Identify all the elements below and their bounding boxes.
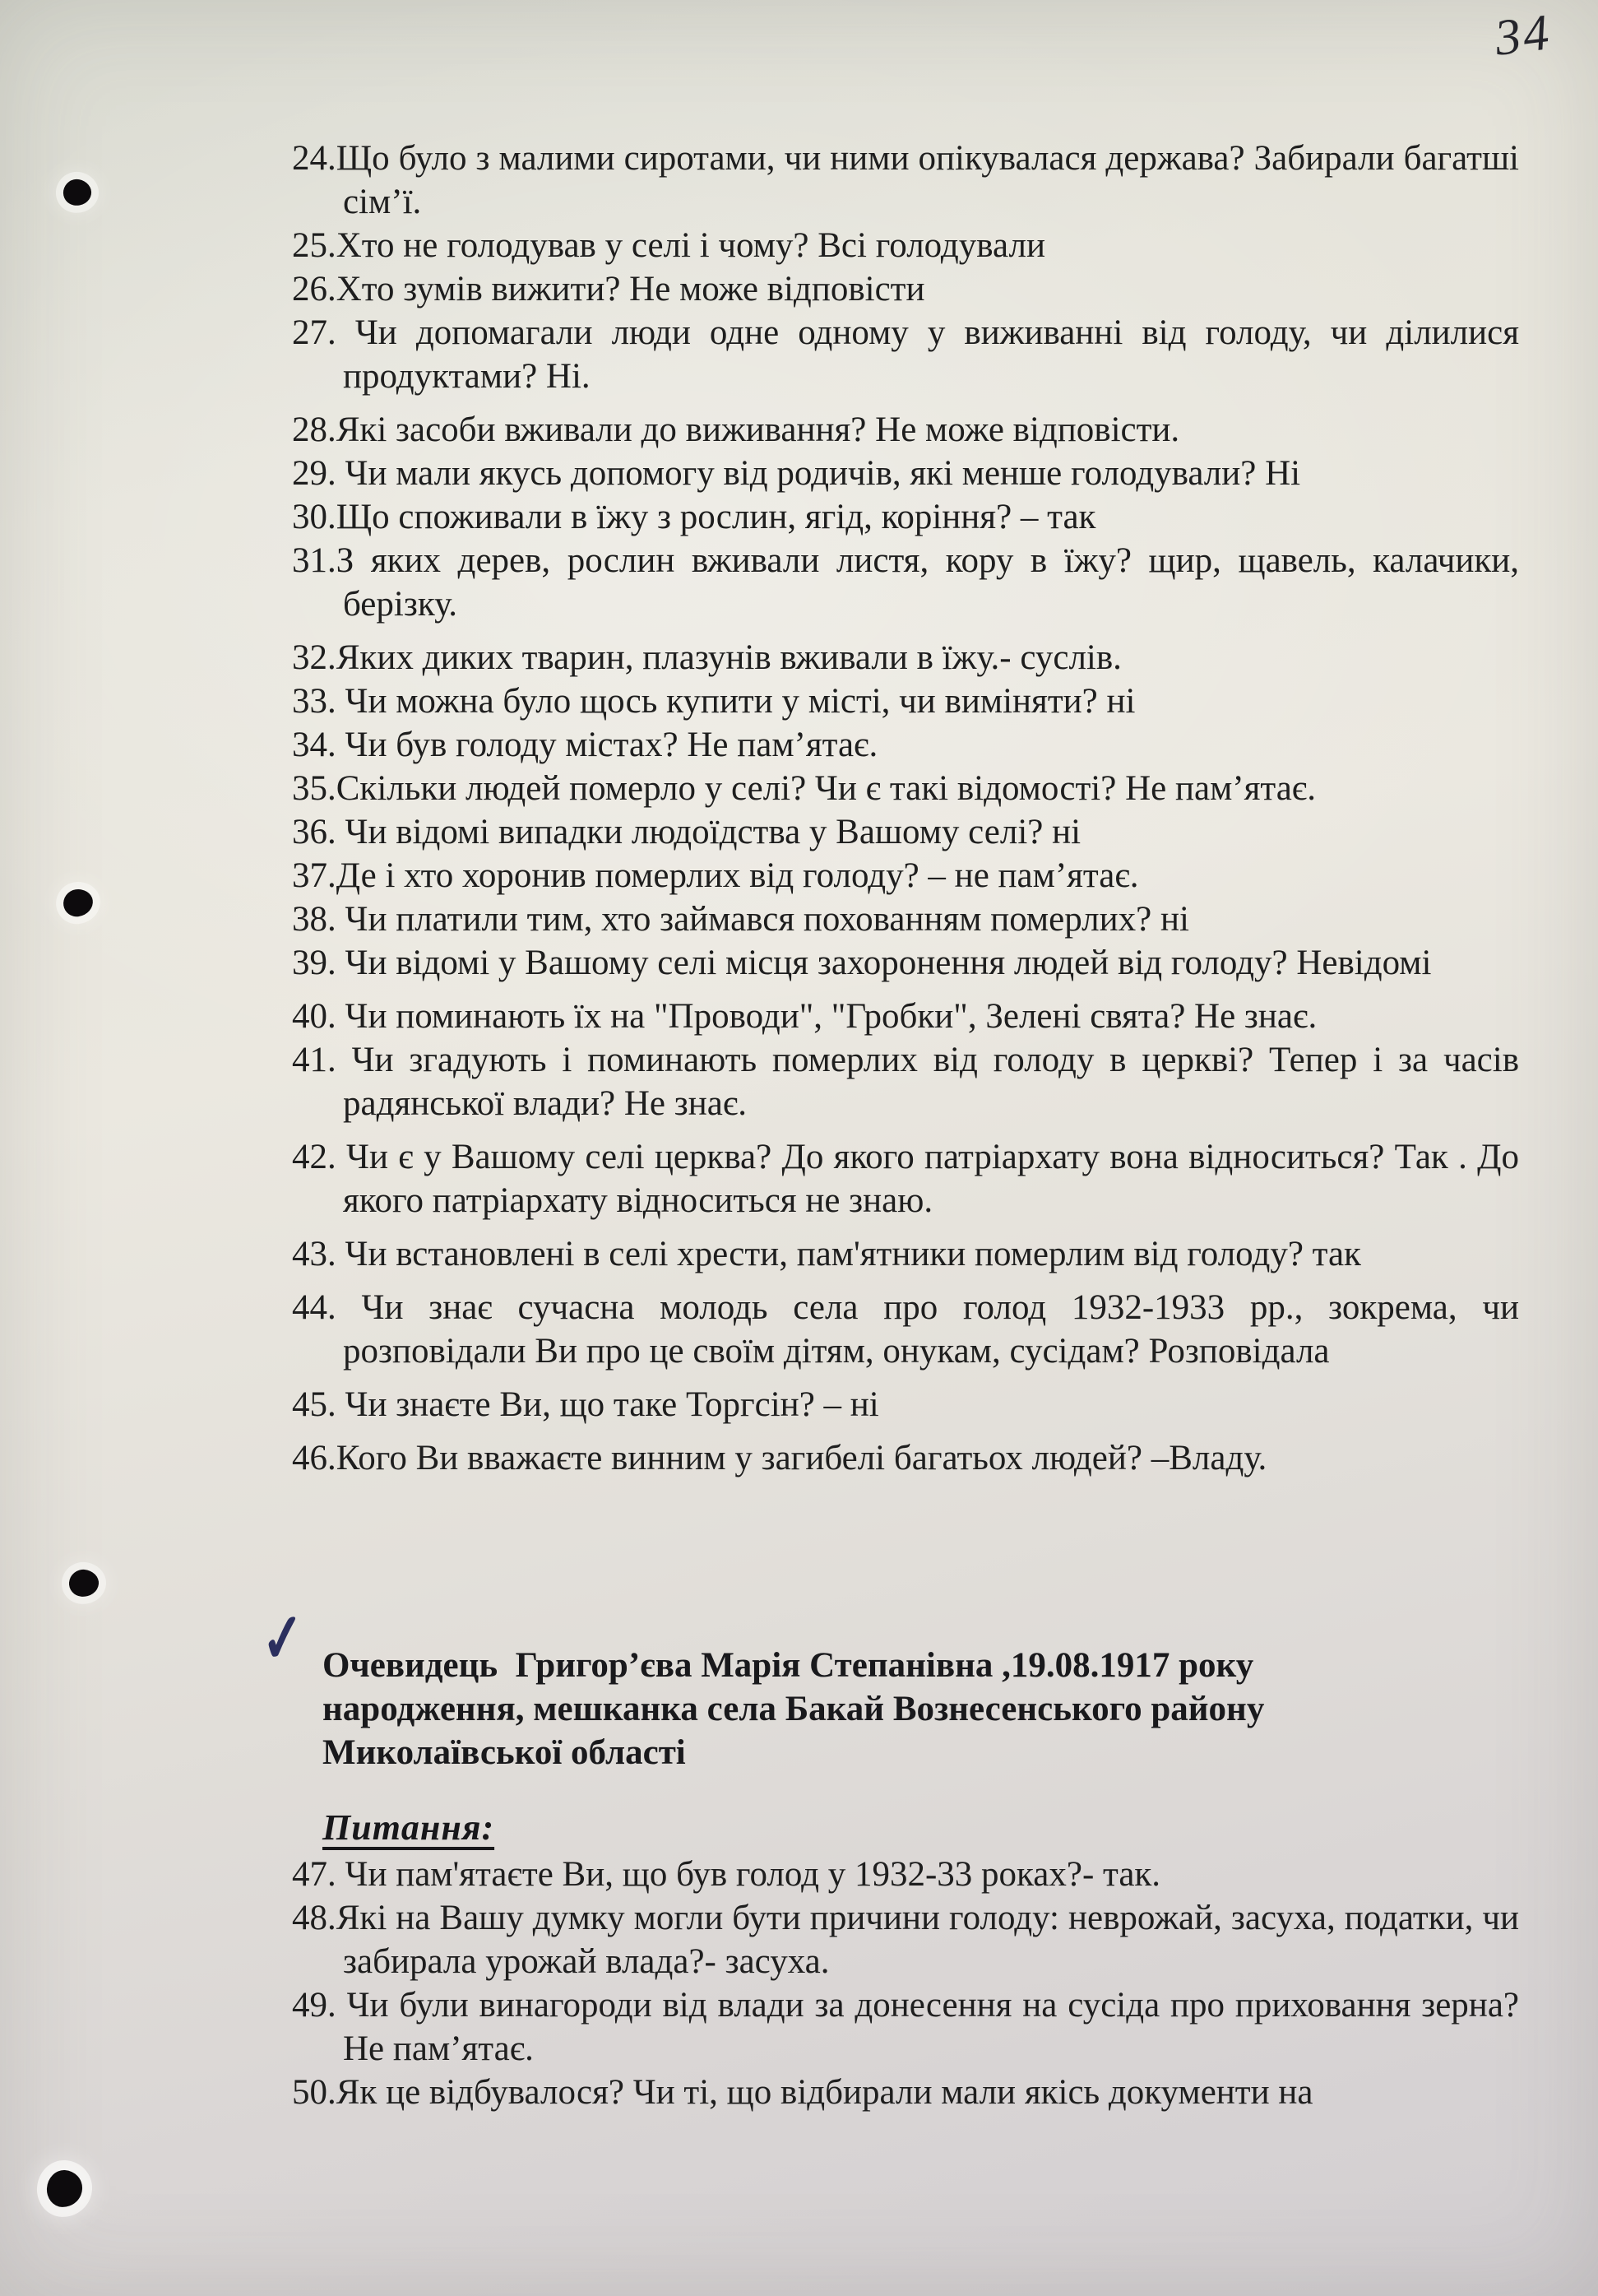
question-item [292, 1232, 1519, 1276]
question-text: Яких диких тварин, плазунів вживали в їжу.- суслів. [336, 638, 1122, 677]
question-item [292, 267, 1519, 311]
question-text: Чи є у Вашому селі церква? До якого патріархату вона відноситься? Так . До якого патріархату відноситься не знаю. [336, 1138, 1519, 1220]
question-item [292, 452, 1519, 495]
question-number: 29. [292, 454, 336, 493]
question-item [292, 941, 1519, 985]
question-number: 42. [292, 1138, 336, 1176]
question-text: Чи пам'ятаєте Ви, що був голод у 1932-33 роках?- так. [336, 1855, 1161, 1894]
question-number: 47. [292, 1855, 336, 1894]
question-item [292, 636, 1519, 680]
question-number: 48. [292, 1899, 336, 1937]
question-number: 41. [292, 1041, 336, 1079]
question-number: 28. [292, 410, 336, 449]
question-number: 46. [292, 1439, 336, 1477]
question-text: Чи встановлені в селі хрести, пам'ятники померлим від голоду? так [336, 1235, 1361, 1273]
question-text: Чи можна було щось купити у місті, чи виміняти? ні [336, 682, 1136, 721]
question-item [292, 2071, 1519, 2114]
question-number: 50. [292, 2073, 336, 2112]
question-number: 31. [292, 541, 336, 580]
question-number: 40. [292, 997, 336, 1036]
question-number: 33. [292, 682, 336, 721]
question-item [292, 137, 1519, 224]
hole-punch [46, 2169, 83, 2208]
question-item [292, 898, 1519, 941]
hole-punch [61, 177, 93, 207]
question-item [292, 1896, 1519, 1983]
question-number: 34. [292, 726, 336, 764]
hole-punch [68, 1568, 100, 1598]
question-item [292, 723, 1519, 767]
question-number: 49. [292, 1986, 336, 2025]
section-heading: Питання: [322, 1807, 495, 1848]
question-number: 35. [292, 769, 336, 808]
question-item [292, 854, 1519, 898]
question-list-lower [292, 1853, 1519, 2114]
question-number: 44. [292, 1288, 336, 1327]
question-text: З яких дерев, рослин вживали листя, кору в їжу? щир, щавель, калачики, берізку. [336, 541, 1519, 624]
question-text: Які на Вашу думку могли бути причини голоду: неврожай, засуха, податки, чи забирала урожай влада?- засуха. [336, 1899, 1519, 1981]
question-number: 36. [292, 813, 336, 851]
question-item [292, 1853, 1519, 1896]
question-number: 38. [292, 900, 336, 939]
question-item [292, 1983, 1519, 2071]
hole-punch [62, 888, 95, 919]
question-item [292, 810, 1519, 854]
question-item [292, 1286, 1519, 1373]
question-number: 45. [292, 1385, 336, 1424]
question-text: Чи знає сучасна молодь села про голод 1932-1933 рр., зокрема, чи розповідали Ви про це своїм дітям, онукам, сусідам? Розповідала [336, 1288, 1519, 1371]
question-item [292, 1383, 1519, 1426]
question-text: Чи відомі у Вашому селі місця захоронення людей від голоду? Невідомі [336, 944, 1432, 982]
question-text: Чи згадують і поминають померлих від голоду в церкві? Тепер і за часів радянської влади? Не знає. [336, 1041, 1519, 1123]
question-text: Як це відбувалося? Чи ті, що відбирали мали якісь документи на [336, 2073, 1313, 2112]
question-number: 39. [292, 944, 336, 982]
question-item [292, 311, 1519, 398]
question-item [292, 767, 1519, 810]
question-text: Що споживали в їжу з рослин, ягід, коріння? – так [336, 498, 1096, 536]
question-item [292, 539, 1519, 626]
question-item [292, 1135, 1519, 1222]
question-text: Хто не голодував у селі і чому? Всі голодували [336, 226, 1045, 265]
handwritten-page-number: 34 [1492, 4, 1554, 67]
question-number: 24. [292, 139, 336, 178]
question-item [292, 224, 1519, 267]
question-item [292, 495, 1519, 539]
question-text: Чи був голоду містах? Не пам’ятає. [336, 726, 878, 764]
question-item [292, 1038, 1519, 1125]
question-number: 30. [292, 498, 336, 536]
question-text: Скільки людей померло у селі? Чи є такі відомості? Не пам’ятає. [336, 769, 1316, 808]
question-item [292, 408, 1519, 452]
question-number: 37. [292, 856, 336, 895]
question-text: Чи мали якусь допомогу від родичів, які менше голодували? Ні [336, 454, 1301, 493]
question-number: 27. [292, 313, 336, 352]
witness-paragraph: Очевидець Григор’єва Марія Степанівна ,19.08.1917 року народження, мешканка села Бакай Вознесенського району Миколаївської області [322, 1646, 1274, 1772]
question-number: 26. [292, 270, 336, 308]
question-number: 43. [292, 1235, 336, 1273]
question-item [292, 995, 1519, 1038]
question-text: Чи платили тим, хто займався похованням померлих? ні [336, 900, 1189, 939]
handwritten-checkmark-icon: ✓ [259, 1600, 307, 1679]
question-list-upper [292, 137, 1519, 1480]
question-item [292, 680, 1519, 723]
question-number: 32. [292, 638, 336, 677]
question-text: Чи відомі випадки людоїдства у Вашому селі? ні [336, 813, 1082, 851]
question-text: Чи поминають їх на "Проводи", "Гробки", Зелені свята? Не знає. [336, 997, 1318, 1036]
question-text: Де і хто хоронив померлих від голоду? – не пам’ятає. [336, 856, 1139, 895]
question-number: 25. [292, 226, 336, 265]
question-text: Хто зумів вижити? Не може відповісти [336, 270, 925, 308]
question-item [292, 1436, 1519, 1480]
question-text: Чи допомагали люди одне одному у виживанні від голоду, чи ділилися продуктами? Ні. [336, 313, 1519, 396]
question-text: Чи були винагороди від влади за донесення на сусіда про приховання зерна? Не пам’ятає. [336, 1986, 1519, 2068]
question-text: Кого Ви вважаєте винним у загибелі багатьох людей? –Владу. [336, 1439, 1267, 1477]
question-text: Які засоби вживали до виживання? Не може відповісти. [336, 410, 1180, 449]
question-text: Чи знаєте Ви, що таке Торгсін? – ні [336, 1385, 879, 1424]
question-text: Що було з малими сиротами, чи ними опікувалася держава? Забирали багатші сім’ї. [336, 139, 1519, 221]
